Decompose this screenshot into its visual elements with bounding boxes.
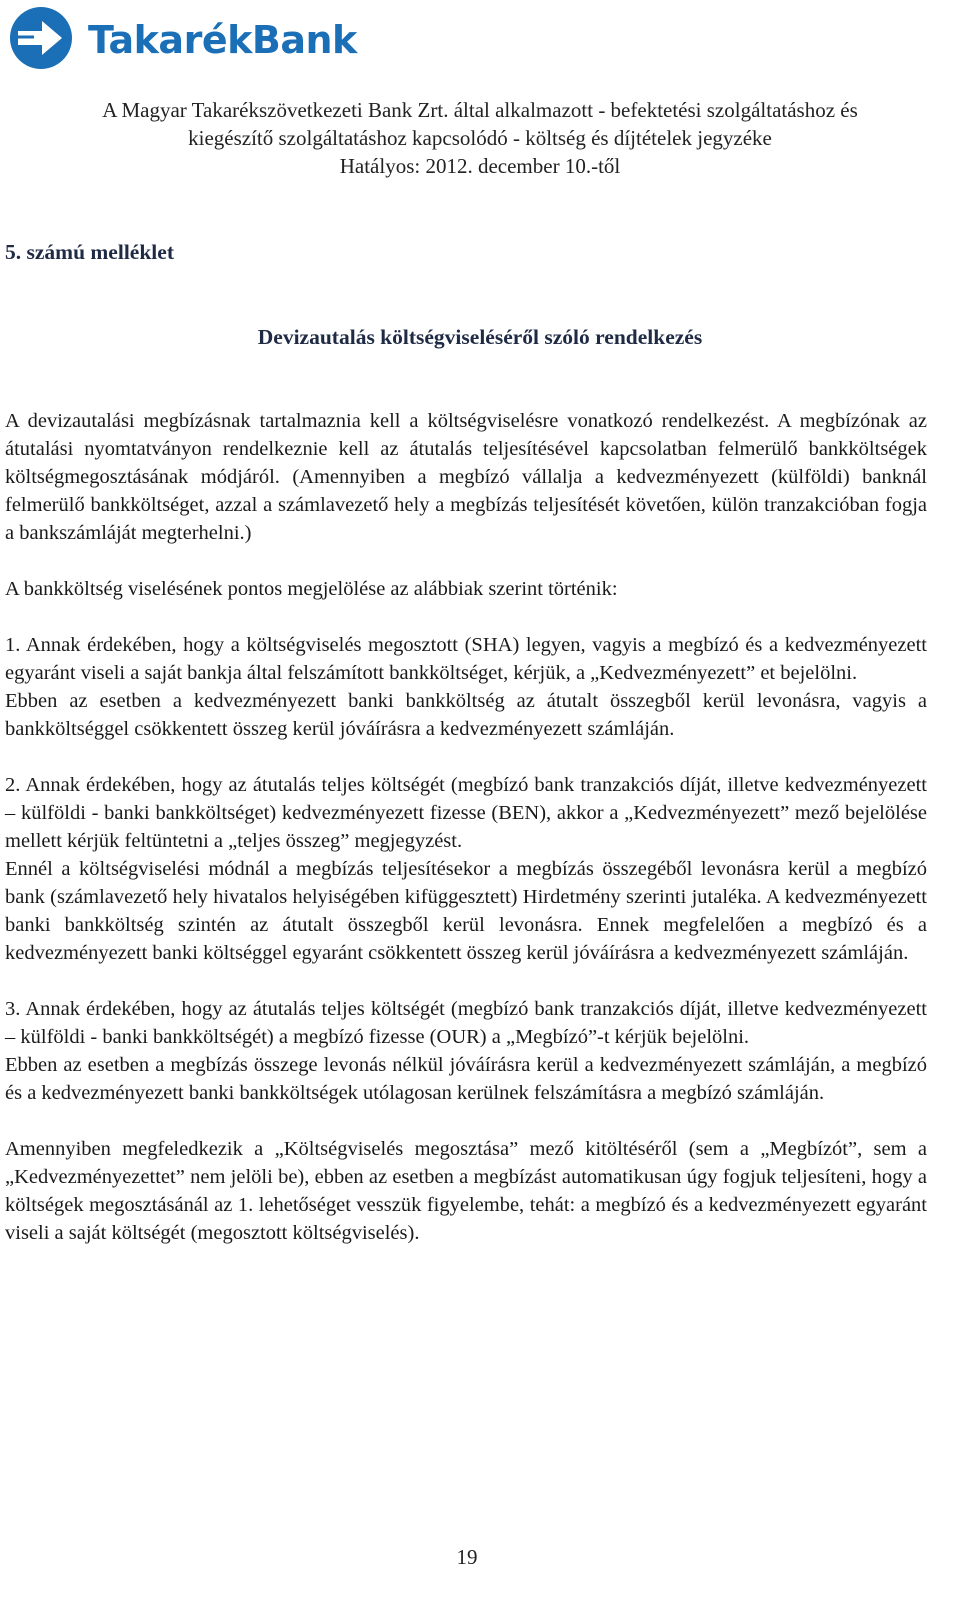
logo-text: TakarékBank [88, 18, 357, 62]
intro-paragraph: A devizautalási megbízásnak tartalmaznia kell a költségviselésre vonatkozó rendelkezést. A megbízónak az átutalási nyomtatványon rendelkeznie kell az átutalás teljesítésével kapcsolatban felmerülő bankköltségek költségmegosztásának módjáról. (Amennyiben a megbízó vállalja a kedvezményezett (külföldi) banknál felmerülő bankköltséget, azzal a számlavezető hely a megbízás teljesítését követően, külön tranzakcióban fogja a bankszámláját megterhelni.) [5, 410, 927, 544]
option-1-detail-paragraph: Ebben az esetben a kedvezményezett banki bankköltség az átutalt összegből kerül levonásra, vagyis a bankköltséggel csökkentett összeg kerül jóváírásra a kedvezményezett számláján. [5, 690, 927, 740]
option-3-detail-paragraph: Ebben az esetben a megbízás összege levonás nélkül jóváírásra kerül a kedvezményezett számláján, a megbízó és a kedvezményezett banki bankköltségek utólagosan kerülnek felszámításra a megbízó számláján. [5, 1054, 927, 1104]
bank-logo [4, 4, 424, 72]
option-1-paragraph: 1. Annak érdekében, hogy a költségviselés megosztott (SHA) legyen, vagyis a megbízó és a kedvezményezett egyaránt viseli a saját bankja által felszámított bankköltséget, kérjük, a „Kedvezményezett” et bejelölni. [5, 634, 927, 684]
document-title: Devizautalás költségviseléséről szóló rendelkezés [257, 325, 703, 349]
option-2-paragraph: 2. Annak érdekében, hogy az átutalás teljes költségét (megbízó bank tranzakciós díját, illetve kedvezményezett – külföldi - banki bankköltséget) kedvezményezett fizesse (BEN), akkor a „Kedvezményezett” mező bejelölése mellett kérjük feltüntetni a „teljes összeg” megjegyzést. [5, 774, 927, 852]
arrow-circle-icon [4, 4, 424, 72]
lead-paragraph: A bankköltség viselésének pontos megjelölése az alábbiak szerint történik: [5, 578, 618, 600]
header-line-2: kiegészítő szolgáltatáshoz kapcsolódó - költség és díjtételek jegyzéke [188, 126, 772, 150]
header-line-3: Hatályos: 2012. december 10.-től [339, 154, 621, 178]
annex-label: 5. számú melléklet [5, 240, 174, 264]
document-body [5, 407, 927, 1247]
document-header [0, 96, 960, 180]
closing-paragraph: Amennyiben megfeledkezik a „Költségviselés megosztása” mező kitöltéséről (sem a „Megbízót”, sem a „Kedvezményezettet” nem jelöli be), ebben az esetben a megbízást automatikusan úgy fogjuk teljesíteni, hogy a költségek megosztásánál az 1. lehetőséget vesszük figyelembe, tehát: a megbízó és a kedvezményezett egyaránt viseli a saját költségét (megosztott költségviselés). [5, 1138, 927, 1244]
option-3-paragraph: 3. Annak érdekében, hogy az átutalás teljes költségét (megbízó bank tranzakciós díját, illetve kedvezményezett – külföldi - banki bankköltségét) a megbízó fizesse (OUR) a „Megbízó”-t kérjük bejelölni. [5, 998, 927, 1048]
option-2-detail-paragraph: Ennél a költségviselési módnál a megbízás teljesítésekor a megbízás összegéből levonásra kerül a megbízó bank (számlavezető hely hivatalos helyiségében kifüggesztett) Hirdetmény szerinti jutaléka. A kedvezményezett banki bankköltség szintén az átutalt összegből kerül levonásra. Ennek megfelelően a megbízó és a kedvezményezett banki költséggel egyaránt csökkentett összeg kerül jóváírásra a kedvezményezett számláján. [5, 858, 927, 964]
header-line-1: A Magyar Takarékszövetkezeti Bank Zrt. által alkalmazott - befektetési szolgáltatáshoz és [102, 98, 858, 122]
page-number: 19 [456, 1545, 478, 1569]
